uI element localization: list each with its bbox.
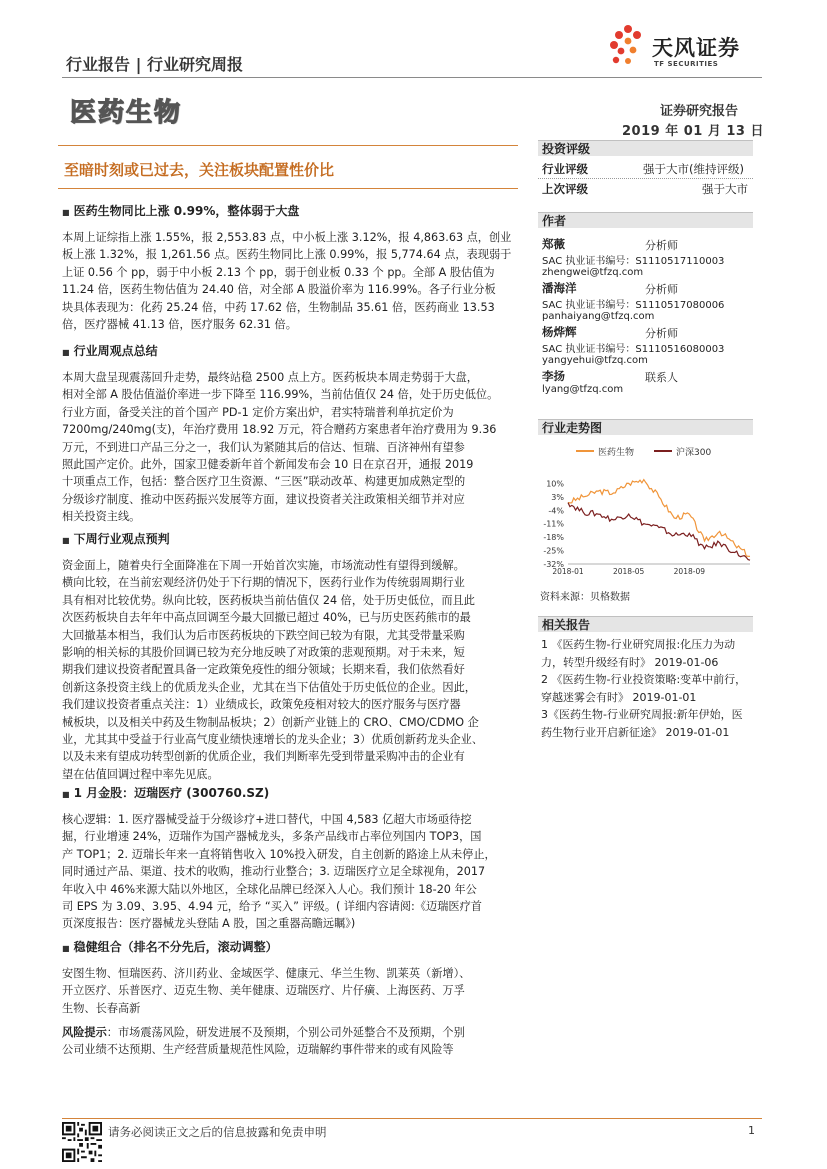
related-report[interactable]: 3《医药生物-行业研究周报:新年伊始，医药生物行业开启新征途》 2019-01-01 [541,708,743,739]
text-line: 生物、长春高新 [62,1001,141,1015]
author-block [542,368,757,395]
text-line: 我们建议投资者重点关注：1）业绩成长，政策免疫相对较大的医疗服务与医疗器 [62,698,461,712]
author-role: 分析师 [645,283,678,296]
author-block [542,280,757,322]
section-portfolio [62,938,518,1017]
text-line: 产 TOP1；2. 迈瑞长年来一直将销售收入 10%投入研发，自主创新的路途上从未停止， [62,847,496,861]
y-tick-label: 3% [551,492,564,502]
page-number: 1 [748,1124,755,1137]
text-line: 安图生物、恒瑞医药、济川药业、金域医学、健康元、华兰生物、凯莱英（新增）、 [62,967,471,980]
text-line: 照此国产定价。此外，国家卫健委新年首个新闻发布会 10 日在京召开，通报 2019 [62,458,474,472]
trend-header: 行业走势图 [538,419,753,435]
author-sac: SAC 执业证书编号：S1110516080003 [542,344,725,355]
section-heading: ■ 行业周观点总结 [62,342,518,359]
text-line: 创新这条投资主线上的优质龙头企业，尤其在当下估值处于历史低位的企业。因此， [62,680,476,694]
x-tick-label: 2018-09 [673,567,706,576]
text-line: 7200mg/240mg(支)，年治疗费用 18.92 万元，符合赠药方案患者年治疗费用为 9.36 [62,423,497,437]
text-line: 万元，不到进口产品三分之一，我们认为紧随其后的信达、恒瑞、百济神州有望参 [62,440,465,454]
chart-source: 资料来源：贝格数据 [540,592,630,603]
section-next-week [62,530,518,783]
author-name: 潘海洋 [542,281,577,295]
text-line: 掘，行业增速 24%，迈瑞作为国产器械龙头，多条产品线市占率位列国内 TOP3，国 [62,830,482,844]
section-heading: ■ 医药生物同比上涨 0.99%，整体弱于大盘 [62,202,518,219]
footer-divider [62,1118,762,1119]
qr-code-icon [62,1122,102,1162]
author-name: 杨烨辉 [542,325,577,339]
text-line: 本周大盘呈现震荡回升走势，最终站稳 2500 点上方。医药板块本周走势弱于大盘， [62,371,478,384]
author-sac: SAC 执业证书编号：S1110517110003 [542,256,725,267]
prev-rating-value: 强于大市 [702,182,748,196]
authors-header: 作者 [538,212,753,228]
risk-label: 风险提示 [62,1026,107,1039]
text-line: 核心逻辑：1. 医疗器械受益于分级诊疗+进口替代，中国 4,583 亿超大市场亟待挖 [62,813,472,826]
text-line: 横向比较，在当前宏观经济仍处于下行期的情况下，医药行业作为传统弱周期行业 [62,576,465,590]
text-line: 次医药板块自去年年中高点回调至今最大回撤已超过 40%，已与历史医药熊市的最 [62,611,471,625]
text-line: 同时通过产品、渠道、技术的收购，推动行业整合；3. 迈瑞医疗立足全球视角，2017 [62,865,486,879]
legend-label: 沪深300 [676,448,712,458]
logo-subtext: TF SECURITIES [654,60,719,68]
related-report[interactable]: 1 《医药生物-行业研究周报:化压力为动力，转型升级经有时》 2019-01-06 [541,638,736,669]
author-sac: SAC 执业证书编号：S1110517080006 [542,300,725,311]
text-line: 倍，医疗器械 41.13 倍，医疗服务 62.31 倍。 [62,318,297,332]
section-market [62,202,518,333]
text-line: 械板块，以及相关中药及生物制品板块；2）创新产业链上的 CRO、CMO/CDMO 企 [62,715,479,729]
section-golden-stock [62,784,518,933]
text-line: 板上涨 1.32%，报 1,261.56 点。医药生物同比上涨 0.99%，报 5,774.64 点，表现弱于 [62,248,512,262]
rating-divider [538,178,753,179]
author-role: 联系人 [645,371,678,384]
document-type: 行业报告 | 行业研究周报 [66,55,243,74]
industry-rating-value: 强于大市(维持评级) [643,162,744,176]
author-block [542,324,757,366]
text-line: 页深度报告：医疗器械龙头登陆 A 股，国之重器高瞻远瞩》) [62,917,356,931]
x-tick-label: 2018-05 [612,567,645,576]
text-line: 本周上证综指上涨 1.55%，报 2,553.83 点，中小板上涨 3.12%，报 4,863.63 点，创业 [62,231,512,244]
text-line: 望在估值回调过程中率先见底。 [62,767,219,781]
author-role: 分析师 [645,327,678,340]
author-name: 郑薇 [542,237,565,251]
logo-dots-icon [608,24,648,68]
prev-rating-label: 上次评级 [542,182,588,196]
author-block [542,236,757,278]
risk-text: ：市场震荡风险，研发进展不及预期，个别公司外延整合不及预期，个别 [106,1026,465,1039]
section-heading: ■ 1 月金股：迈瑞医疗 (300760.SZ) [62,784,518,801]
header-divider [62,77,762,78]
series-line-1 [568,503,750,561]
y-tick-label: -11% [543,519,564,529]
y-tick-label: 10% [546,479,564,489]
text-line: 开立医疗、乐普医疗、迈克生物、美年健康、迈瑞医疗、片仔癀、上海医药、万孚 [62,984,465,998]
author-email[interactable]: lyang@tfzq.com [542,384,624,395]
text-line: 以及未来有望成功转型创新的优质企业，我们判断率先受到带量采购冲击的企业有 [62,750,465,764]
y-tick-label: -4% [548,506,564,516]
related-header: 相关报告 [538,616,753,632]
title-divider-bottom [58,188,518,189]
text-line: 分级诊疗制度、推动中医药振兴发展等方面，建议投资者关注政策相关细节并对应 [62,492,465,506]
section-heading: ■ 稳健组合（排名不分先后，滚动调整） [62,938,518,955]
text-line: 业，尤其其中受益于行业高气度业绩快速增长的龙头企业；3）优质创新药龙头企业、 [62,733,484,747]
text-line: 大回撤基本相当，我们认为后市医药板块的下跌空间已较为有限，尤其受带量采购 [62,628,465,642]
author-email[interactable]: zhengwei@tfzq.com [542,267,644,278]
author-email[interactable]: yangyehui@tfzq.com [542,355,648,366]
trend-chart [538,440,756,580]
disclaimer: 请务必阅读正文之后的信息披露和免责申明 [108,1125,327,1139]
text-line: 具有相对比较优势。纵向比较，医药板块当前估值仅 24 倍，处于历史低位，而且此 [62,593,475,607]
text-line: 资金面上，随着央行全面降准在下周一开始首次实施，市场流动性有望得到缓解。 [62,559,465,572]
y-tick-label: -25% [543,546,564,556]
section-body [62,965,518,1017]
text-line: 影响的相关标的其股价回调已较为充分地反映了对政策的悲观预期。对于未来，短 [62,646,465,660]
text-line: 11.24 倍，医药生物估值为 24.40 倍，对全部 A 股溢价率为 116.99%。各子行业分板 [62,283,496,297]
company-logo [608,24,758,70]
x-tick-label: 2018-01 [552,567,584,576]
industry-title: 医药生物 [70,98,183,128]
text-line: 相对全部 A 股估值溢价率进一步下降至 116.99%，当前估值仅 24 倍，处于历史低位。 [62,388,499,402]
text-line: 块具体表现为：化药 25.24 倍，中药 17.62 倍，生物制品 35.61 倍，医药商业 13.53 [62,300,495,314]
text-line: 十项重点工作，包括：整合医疗卫生资源、“三医”联动改革、构建更加成熟定型的 [62,475,466,489]
legend-label: 医药生物 [598,448,635,458]
logo-text: 天风证券 [652,36,740,60]
related-report[interactable]: 2 《医药生物-行业投资策略:变革中前行，穿越迷雾会有时》 2019-01-01 [541,673,747,704]
rating-header: 投资评级 [538,140,753,156]
title-divider-top [58,145,518,146]
text-line: 期我们建议投资者配置具备一定政策免疫性的细分领域；长期来看，我们依然看好 [62,663,465,677]
section-heading: ■ 下周行业观点预判 [62,530,518,547]
text-line: 相关投资主线。 [62,510,141,524]
section-body [62,369,518,526]
section-weekly-view [62,342,518,526]
text-line: 上证 0.56 个 pp，弱于中小板 2.13 个 pp，弱于创业板 0.33 个 pp。全部 A 股估值为 [62,265,495,279]
risk-warning [62,1024,518,1059]
y-tick-label: -18% [543,533,564,543]
author-email[interactable]: panhaiyang@tfzq.com [542,311,655,322]
y-tick-label: -32% [543,560,564,569]
text-line: 年收入中 46%来源大陆以外地区，全球化品牌已经深入人心。我们预计 18-20 年公 [62,882,477,896]
main-title: 至暗时刻或已过去，关注板块配置性价比 [64,161,335,179]
author-name: 李扬 [542,369,565,383]
author-role: 分析师 [645,239,678,252]
text-line: 司 EPS 为 3.09、3.95、4.94 元，给予 “买入” 评级。( 详细内容请阅:《迈瑞医疗首 [62,900,482,914]
section-body [62,811,518,933]
section-body [62,229,518,333]
report-date: 2019 年 01 月 13 日 [622,124,764,139]
report-kind: 证券研究报告 [660,104,739,119]
section-body [62,557,518,783]
industry-rating-label: 行业评级 [542,162,588,176]
text-line: 行业方面，备受关注的首个国产 PD-1 定价方案出炉，君实特瑞普利单抗定价为 [62,405,454,419]
risk-text: 公司业绩不达预期、生产经营质量规范性风险，迈瑞解约事件带来的或有风险等 [62,1043,454,1057]
